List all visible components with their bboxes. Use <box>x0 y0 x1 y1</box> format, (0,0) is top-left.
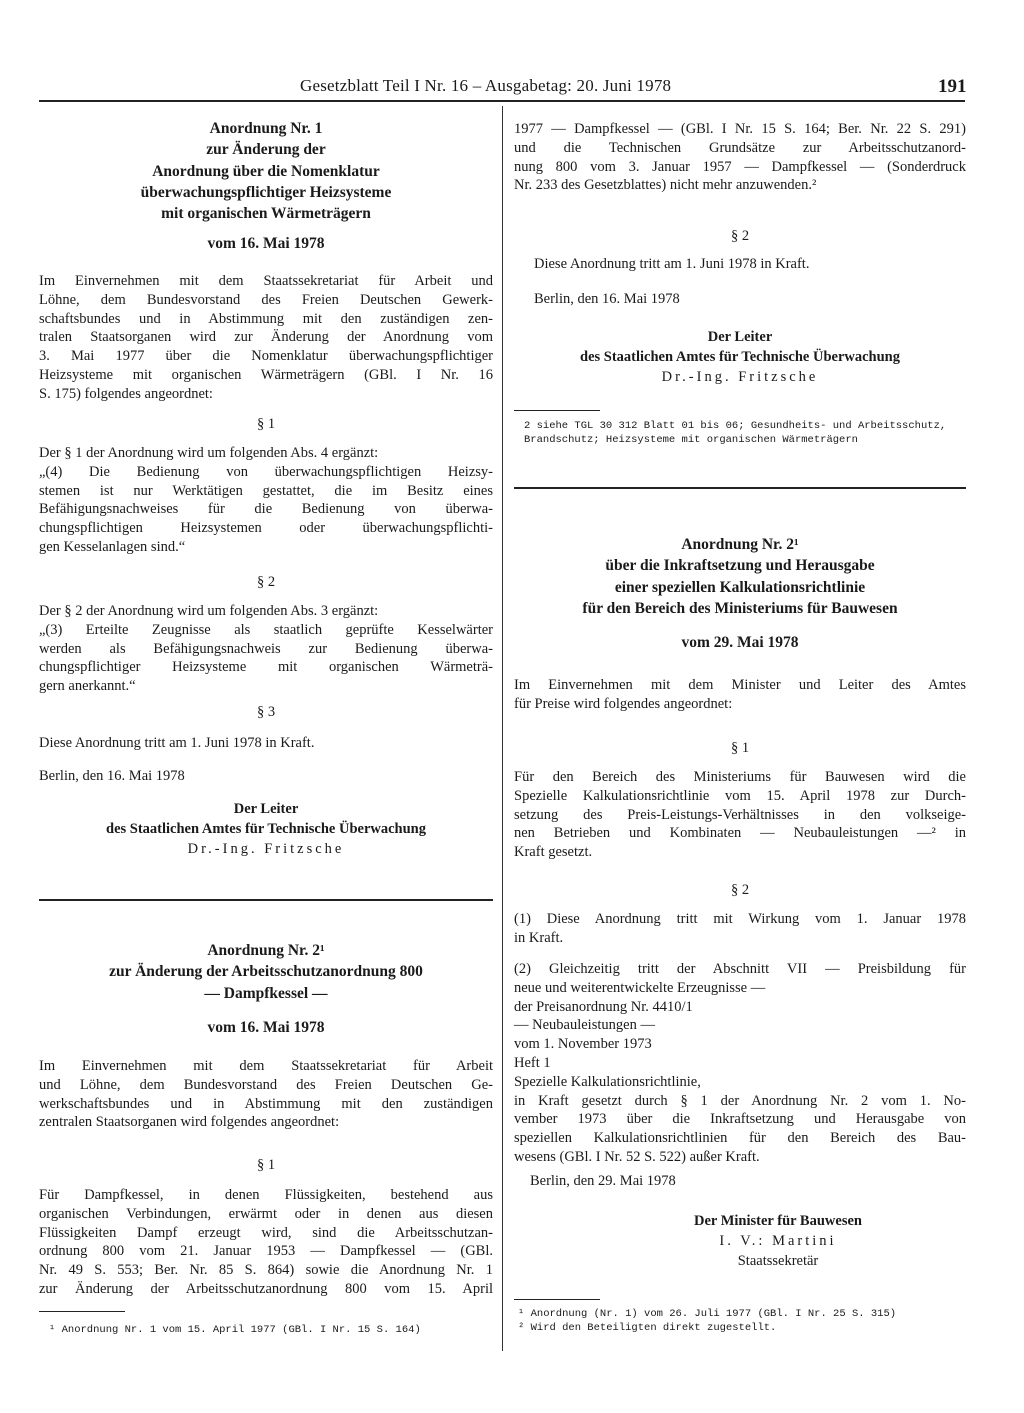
title-line: Anordnung Nr. 2¹ <box>681 536 799 553</box>
text-line: Berlin, den 16. Mai 1978 <box>39 768 185 784</box>
footnote-1: ¹ Anordnung Nr. 1 vom 15. April 1977 (GBl. I Nr. 15 S. 164) <box>49 1324 421 1336</box>
section-2-heading: § 2 <box>256 574 276 590</box>
text-line: 3. Mai 1977 über die Nomenklatur überwachungspflichtiger <box>39 348 493 365</box>
signatory-title: Der Leiter <box>707 329 773 345</box>
text-line: zentralen Staatsorganen wird folgendes angeordnet: <box>39 1114 340 1131</box>
ordinance-2-preamble <box>39 1057 493 1132</box>
section-1-text <box>39 1186 493 1299</box>
text-line: in Kraft gesetzt durch § 1 der Anordnung Nr. 2 vom 1. No- <box>514 1092 966 1109</box>
text-line: Diese Anordnung tritt am 1. Juni 1978 in Kraft. <box>534 256 810 272</box>
ordinance-3-date: vom 29. Mai 1978 <box>681 634 799 651</box>
footnote-2 <box>524 420 976 447</box>
place-and-date <box>530 1172 982 1191</box>
text-line: — Neubauleistungen — <box>514 1017 655 1034</box>
text-line: zur Änderung der Arbeitsschutzanordnung 800 vom 15. April <box>39 1280 493 1297</box>
section-2-text <box>534 255 986 274</box>
text-line: „(4) Die Bedienung von überwachungspflichtigen Heizsy- <box>39 463 493 480</box>
footnote-line: ² Wird den Beteiligten direkt zugestellt. <box>518 1321 777 1334</box>
signature-block <box>39 800 493 859</box>
text-line: setzung des Preis-Leistungs-Verhältnisses in den volkseige- <box>514 806 966 823</box>
footnote-line: 2 siehe TGL 30 312 Blatt 01 bis 06; Gesundheits- und Arbeitsschutz, <box>524 420 947 432</box>
text-line: Kraft gesetzt. <box>514 844 593 861</box>
text-line: (2) Gleichzeitig tritt der Abschnitt VII — Preisbildung für <box>514 961 966 977</box>
signatory-title: Der Minister für Bauwesen <box>694 1213 862 1229</box>
text-line: gen Kesselanlagen sind.“ <box>39 538 186 555</box>
signatory-role: Staatssekretär <box>737 1252 819 1269</box>
footnote-rule <box>514 410 600 411</box>
section-2-para-1 <box>514 910 966 948</box>
text-line: vember 1973 über die Inkraftsetzung und Herausgabe von <box>514 1111 966 1128</box>
text-line: der Preisanordnung Nr. 4410/1 <box>514 998 693 1015</box>
text-line: Heizsysteme mit organischen Wärmeträgern (GBl. I Nr. 16 <box>39 366 493 383</box>
footnote-line: ¹ Anordnung (Nr. 1) vom 26. Juli 1977 (GBl. I Nr. 25 S. 315) <box>518 1308 897 1320</box>
text-line: Für Dampfkessel, in denen Flüssigkeiten, bestehend aus <box>39 1187 493 1203</box>
text-line: stemen ist nur Werktätigen gestattet, die im Besitz eines <box>39 482 493 499</box>
text-line: werkschaftsbundes und in Abstimmung mit den zuständigen <box>39 1095 493 1112</box>
text-line: Für den Bereich des Ministeriums für Bauwesen wird die <box>514 769 966 785</box>
continued-text <box>514 120 966 195</box>
title-line: — Dampfkessel — <box>204 984 328 1002</box>
text-line: organischen Verbindungen, erwärmt oder in denen aus diesen <box>39 1205 493 1222</box>
title-line: zur Änderung der Arbeitsschutzanordnung 800 <box>109 963 423 981</box>
section-2-heading: § 2 <box>730 882 750 898</box>
text-line: (1) Diese Anordnung tritt mit Wirkung vom 1. Januar 1978 <box>514 911 966 927</box>
text-line: und Löhne, dem Bundesvorstand des Freien Deutschen Ge- <box>39 1076 493 1093</box>
signature-block <box>514 328 966 387</box>
ordinance-2-date: vom 16. Mai 1978 <box>207 1019 325 1036</box>
section-2-text <box>39 602 493 696</box>
text-line: 1977 — Dampfkessel — (GBl. I Nr. 15 S. 164; Ber. Nr. 22 S. 291) <box>514 121 966 137</box>
section-1-heading: § 1 <box>256 1157 276 1173</box>
section-1-text <box>514 768 966 862</box>
text-line: „(3) Erteilte Zeugnisse als staatlich geprüfte Kesselwärter <box>39 621 493 638</box>
text-line: Berlin, den 16. Mai 1978 <box>534 291 680 307</box>
title-line: Anordnung über die Nomenklatur <box>152 162 380 180</box>
title-line: Anordnung Nr. 2¹ <box>207 942 325 959</box>
text-line: vom 1. November 1973 <box>514 1036 652 1053</box>
place-and-date <box>534 290 986 309</box>
text-line: Berlin, den 29. Mai 1978 <box>530 1173 676 1189</box>
title-line: zur Änderung der <box>206 141 326 159</box>
title-line: überwachungspflichtiger Heizsysteme <box>140 183 392 201</box>
text-line: ordnung 800 vom 21. Januar 1953 — Dampfkessel — (GBl. <box>39 1243 493 1260</box>
text-line: speziellen Kalkulationsrichtlinien für den Bereich des Bau- <box>514 1130 966 1147</box>
section-separator <box>39 899 493 901</box>
text-line: werden als Befähigungsnachweis zur Bedienung überwa- <box>39 640 493 657</box>
footnote-line: Brandschutz; Heizsysteme mit organischen Wärmeträgern <box>524 433 858 446</box>
footnotes <box>518 1308 970 1335</box>
title-line: einer speziellen Kalkulationsrichtlinie <box>614 578 866 596</box>
text-line: tralen Staatsorganen wird zur Änderung der Anordnung vom <box>39 329 493 346</box>
place-and-date <box>39 767 493 786</box>
right-column <box>514 0 966 1413</box>
ordinance-3-preamble <box>514 676 966 714</box>
text-line: Im Einvernehmen mit dem Staatssekretariat für Arbeit <box>39 1058 493 1074</box>
text-line: Spezielle Kalkulationsrichtlinie vom 15. April 1978 zur Durch- <box>514 787 966 804</box>
text-line: Löhne, dem Bundesvorstand des Freien Deutschen Gewerk- <box>39 291 493 308</box>
text-line: für Preise wird folgendes angeordnet: <box>514 695 733 712</box>
signatory-name: I. V.: Martini <box>719 1232 837 1249</box>
section-3-heading: § 3 <box>256 704 276 720</box>
ordinance-2-title <box>39 940 493 1004</box>
section-3-text <box>39 734 493 753</box>
text-line: Nr. 49 S. 553; Ber. Nr. 85 S. 864) sowie die Anordnung Nr. 1 <box>39 1262 493 1279</box>
running-header: Gesetzblatt Teil I Nr. 16 – Ausgabetag: 20. Juni 1978 <box>300 76 672 95</box>
section-separator <box>514 487 966 489</box>
title-line: mit organischen Wärmeträgern <box>161 205 371 223</box>
signatory-name: Dr.-Ing. Fritzsche <box>661 368 819 385</box>
text-line: Diese Anordnung tritt am 1. Juni 1978 in Kraft. <box>39 735 315 751</box>
ordinance-1-date: vom 16. Mai 1978 <box>207 235 325 252</box>
title-line: Anordnung Nr. 1 <box>209 120 323 137</box>
section-2-heading: § 2 <box>730 228 750 244</box>
text-line: Der § 1 der Anordnung wird um folgenden Abs. 4 ergänzt: <box>39 445 379 461</box>
text-line: und die Technischen Grundsätze zur Arbeitsschutzanord- <box>514 139 966 156</box>
footnote-rule <box>514 1299 600 1300</box>
text-line: in Kraft. <box>514 929 564 946</box>
signature-block <box>552 1212 1004 1271</box>
footnote-rule <box>39 1311 125 1312</box>
ordinance-3-title <box>514 534 966 619</box>
text-line: Befähigungsnachweises für die Bedienung von überwa- <box>39 501 493 518</box>
page-number: 191 <box>938 76 967 97</box>
ordinance-1-title <box>39 118 493 224</box>
text-line: S. 175) folgendes angeordnet: <box>39 385 213 402</box>
text-line: Der § 2 der Anordnung wird um folgenden Abs. 3 ergänzt: <box>39 603 379 619</box>
ordinance-1-preamble <box>39 272 493 404</box>
section-2-para-2 <box>514 960 966 1167</box>
title-line: über die Inkraftsetzung und Herausgabe <box>605 557 875 575</box>
text-line: Im Einvernehmen mit dem Minister und Leiter des Amtes <box>514 677 966 693</box>
signatory-name: Dr.-Ing. Fritzsche <box>187 840 345 857</box>
section-1-heading: § 1 <box>256 416 276 432</box>
text-line: Nr. 233 des Gesetzblattes) nicht mehr anzuwenden.² <box>514 177 817 194</box>
signatory-title: Der Leiter <box>233 801 299 817</box>
column-divider <box>502 106 503 1351</box>
text-line: Flüssigkeiten Dampf erzeugt wird, sind die Arbeitsschutzan- <box>39 1224 493 1241</box>
text-line: nen Betrieben und Kombinaten — Neubauleistungen —² in <box>514 825 966 842</box>
text-line: wesens (GBl. I Nr. 52 S. 522) außer Kraft. <box>514 1148 760 1165</box>
text-line: Heft 1 <box>514 1054 551 1071</box>
text-line: chungspflichtiger Heizsysteme mit organischen Wärmeträ- <box>39 659 493 676</box>
section-1-text <box>39 444 493 557</box>
text-line: nung 800 vom 3. Januar 1957 — Dampfkessel — (Sonderdruck <box>514 158 966 175</box>
title-line: für den Bereich des Ministeriums für Bauwesen <box>582 599 898 617</box>
left-column <box>39 0 493 1413</box>
text-line: schaftsbundes und in Abstimmung mit den zuständigen zen- <box>39 310 493 327</box>
text-line: gern anerkannt.“ <box>39 678 136 695</box>
text-line: neue und weiterentwickelte Erzeugnisse — <box>514 979 766 996</box>
text-line: Im Einvernehmen mit dem Staatssekretariat für Arbeit und <box>39 273 493 289</box>
text-line: Spezielle Kalkulationsrichtlinie, <box>514 1073 701 1090</box>
text-line: chungspflichtigen Heizsystemen oder überwachungspflichti- <box>39 520 493 537</box>
section-1-heading: § 1 <box>730 740 750 756</box>
signatory-office: des Staatlichen Amtes für Technische Überwachung <box>580 348 900 365</box>
signatory-office: des Staatlichen Amtes für Technische Überwachung <box>106 820 426 837</box>
